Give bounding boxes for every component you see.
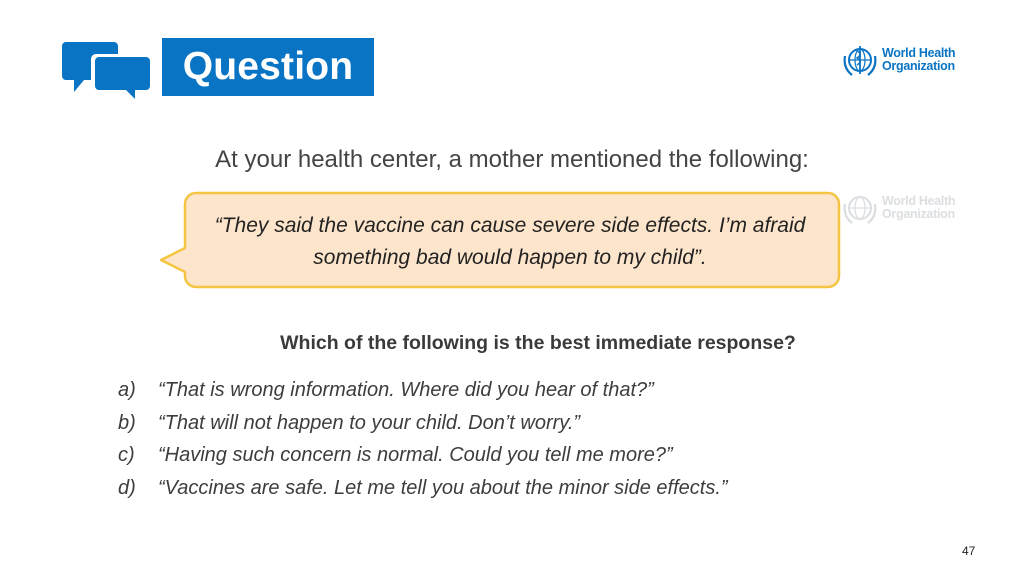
page-title: Question [162,38,374,96]
who-logo [842,42,955,78]
option-a[interactable] [118,374,728,407]
option-c[interactable] [118,439,728,472]
option-letter: a) [118,379,136,401]
chat-bubbles-icon [62,42,154,108]
option-letter: b) [118,411,136,434]
answer-options [118,374,728,504]
who-emblem-icon [842,42,878,78]
faded-who-logo [842,190,955,226]
faded-who-emblem-icon [842,190,878,226]
option-letter: c) [118,444,135,466]
option-text: “Having such concern is normal. Could you tell me more?” [158,444,673,466]
option-text: “That is wrong information. Where did you hear of that?” [158,379,654,401]
option-b[interactable] [118,407,728,440]
quote-text: “They said the vaccine can cause severe side effects. I’m afraid something bad would happen to my child”. [214,214,806,269]
logo-text-line1: World Health [882,46,956,60]
intro-text: At your health center, a mother mentioned the following: [215,146,809,173]
logo-text-line2: Organization [882,59,955,73]
option-d[interactable] [118,472,728,505]
option-letter: d) [118,476,136,499]
faded-logo-line2: Organization [882,207,955,221]
faded-logo-line1: World Health [882,194,956,208]
page-number: 47 [962,544,976,558]
option-text: “Vaccines are safe. Let me tell you about the minor side effects.” [158,476,728,499]
question-text: Which of the following is the best immediate response? [280,332,796,354]
option-text: “That will not happen to your child. Don’t worry.” [158,411,581,434]
